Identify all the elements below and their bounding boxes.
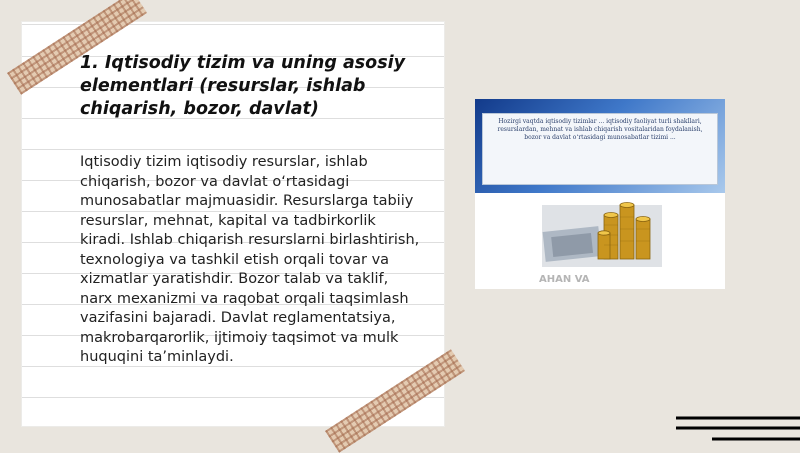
illustration-image (475, 99, 725, 289)
image-caption: AHAN VA (539, 274, 590, 285)
slide-title: 1. Iqtisodiy tizim va uning asosiy elementlari (resurslar, ishlab chiqarish, bozor, davlat) (80, 53, 406, 119)
coin-stacks-icon (542, 195, 662, 267)
decorative-lines-icon (676, 408, 800, 448)
image-text-box (482, 113, 718, 185)
image-paragraph: Hozirgi vaqtda iqtisodiy tizimlar ... iqtisodiy faoliyat turli shakllari, resurslardan, mehnat va ishlab chiqarish vositalaridan foydalanish, bozor va davlat o‘rtasidagi munosabatlar tizimi ... (497, 118, 703, 141)
slide-body-text: Iqtisodiy tizim iqtisodiy resurslar, ishlab chiqarish, bozor va davlat o‘rtasidagi munosabatlar majmuasidir. Resurslarga tabiiy resurslar, mehnat, kapital va tadbirkorlik kiradi. Ishlab chiqarish resurslarni birlashtirish, texnologiya va tashkil etish orqali tovar va xizmatlar yaratishdir. Bozor talab va taklif, narx mexanizmi va raqobat orqali taqsimlash vazifasini bajaradi. Davlat reglamentatsiya, makrobarqarorlik, ijtimoiy taqsimot va mulk huquqini ta’minlaydi. (80, 154, 420, 365)
